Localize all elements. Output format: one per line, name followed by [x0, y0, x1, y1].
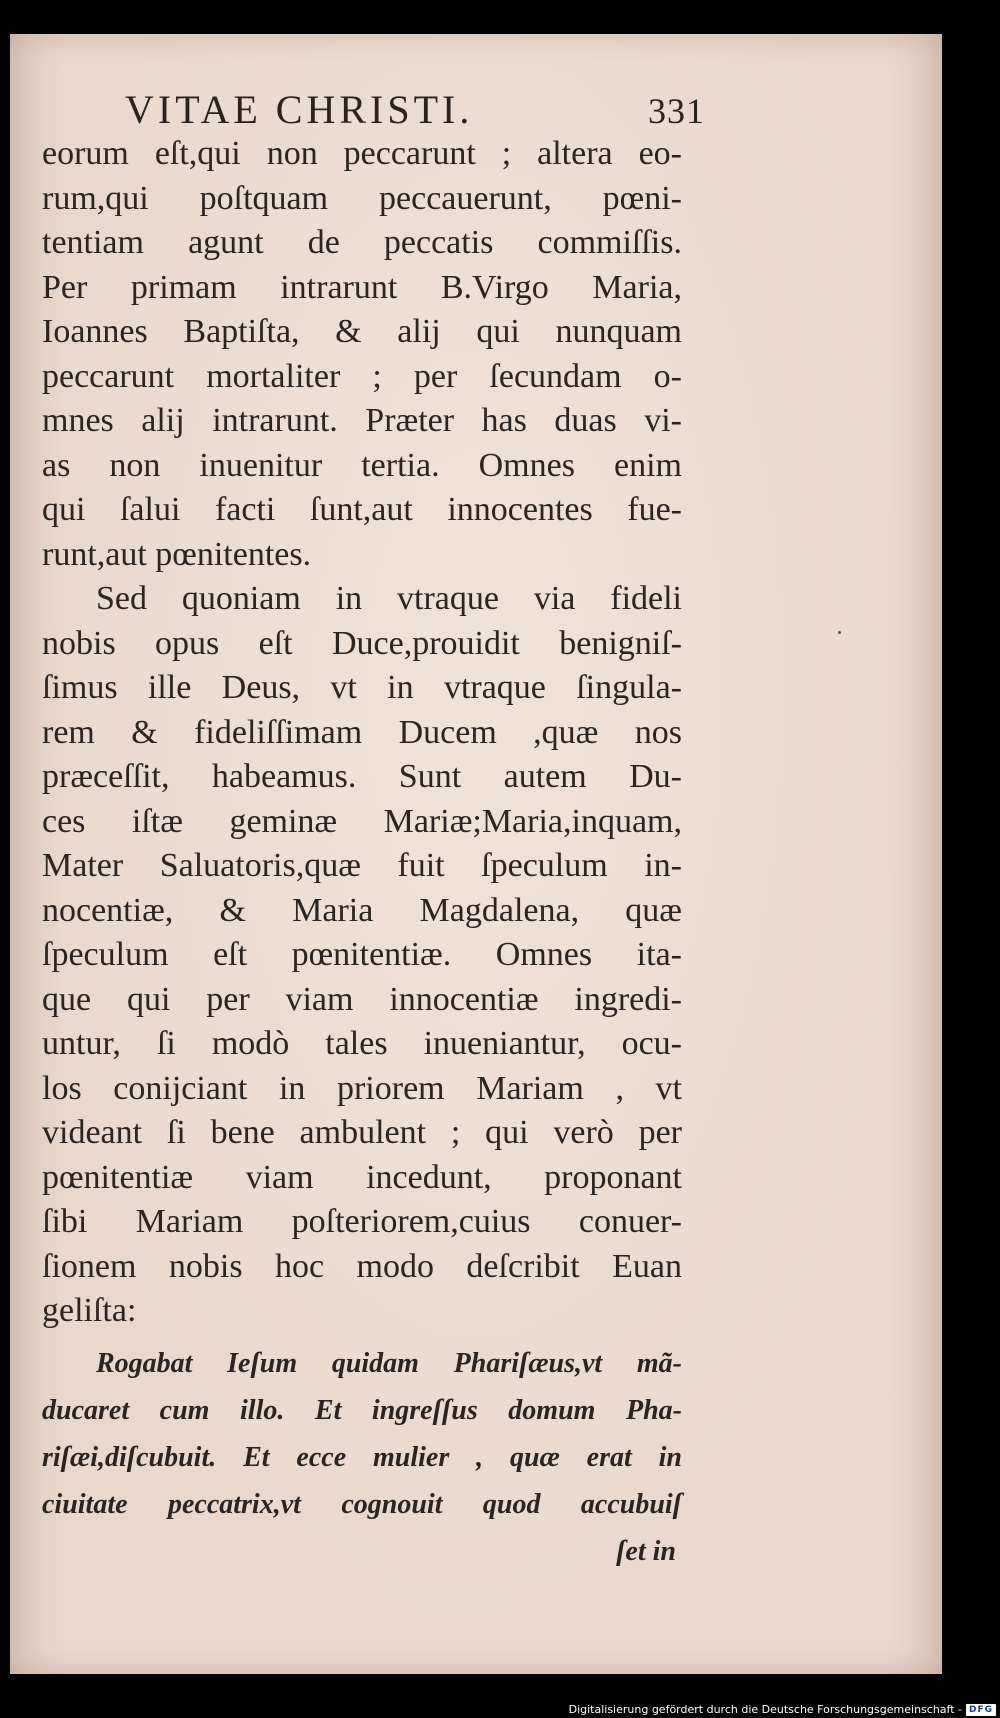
text-line: videant ſi bene ambulent ; qui verò per [42, 1114, 682, 1151]
text-line: que qui per viam innocentiæ ingredi- [42, 980, 682, 1018]
text-line: runt,aut pœnitentes. [42, 535, 312, 573]
text-line: nocentiæ, & Maria Magdalena, quæ [42, 891, 682, 929]
text-line: Per primam intrarunt B.Virgo Maria, [42, 268, 682, 306]
running-head [125, 86, 705, 133]
text-line: as non inuenitur tertia. Omnes enim [42, 446, 682, 484]
paper-speck [838, 631, 841, 634]
text-line: pœnitentiæ viam incedunt, proponant [42, 1158, 682, 1196]
digitization-footer [569, 1703, 996, 1716]
text-line: Ioannes Baptiſta, & alij qui nunquam [42, 313, 682, 350]
text-line: ſibi Mariam poſteriorem,cuius conuer- [42, 1203, 682, 1240]
body-text [42, 132, 682, 1575]
quotation-line: Rogabat Ieſum quidam Phariſæus,vt mã- [96, 1347, 682, 1379]
text-line: qui ſalui facti ſunt,aut innocentes fue- [42, 491, 682, 528]
text-line: rem & fideliſſimam Ducem ,quæ nos [42, 713, 682, 751]
book-page [10, 34, 942, 1674]
text-line: ces iſtæ geminæ Mariæ;Maria,inquam, [42, 802, 682, 840]
dfg-logo-icon: DFG [966, 1704, 996, 1716]
text-line: ſionem nobis hoc modo deſcribit Euan [42, 1247, 682, 1285]
quotation-line: ciuitate peccatrix,vt cognouit quod accubuiſ [42, 1488, 682, 1520]
text-line: tentiam agunt de peccatis commiſſis. [42, 224, 682, 261]
quotation-line: riſæi,diſcubuit. Et ecce mulier , quæ erat in [42, 1441, 682, 1473]
text-line: eorum eſt,qui non peccarunt ; altera eo- [42, 135, 682, 172]
text-line: peccarunt mortaliter ; per ſecundam o- [42, 357, 682, 395]
catchword: ſet in [616, 1535, 676, 1567]
quotation-line: ducaret cum illo. Et ingreſſus domum Pha- [42, 1394, 682, 1426]
text-line: untur, ſi modò tales inueniantur, ocu- [42, 1025, 682, 1062]
scripture-quotation [42, 1340, 682, 1575]
page-number: 331 [648, 91, 705, 131]
text-line: Mater Saluatoris,quæ fuit ſpeculum in- [42, 847, 682, 884]
paragraph-first-line: Sed quoniam in vtraque via fideli [96, 580, 682, 617]
running-head-title: VITAE CHRISTI. [125, 87, 474, 132]
text-line: nobis opus eſt Duce,prouidit benigniſ- [42, 624, 682, 662]
text-line: rum,qui poſtquam peccauerunt, pœni- [42, 179, 682, 217]
text-line: ſpeculum eſt pœnitentiæ. Omnes ita- [42, 936, 682, 973]
funding-note: Digitalisierung gefördert durch die Deutsche Forschungsgemeinschaft - [568, 1703, 962, 1716]
text-line: ſimus ille Deus, vt in vtraque ſingula- [42, 669, 682, 706]
text-line: præceſſit, habeamus. Sunt autem Du- [42, 758, 682, 795]
text-line: geliſta: [42, 1292, 137, 1329]
text-line: los conijciant in priorem Mariam , vt [42, 1069, 682, 1107]
text-line: mnes alij intrarunt. Præter has duas vi- [42, 402, 682, 439]
